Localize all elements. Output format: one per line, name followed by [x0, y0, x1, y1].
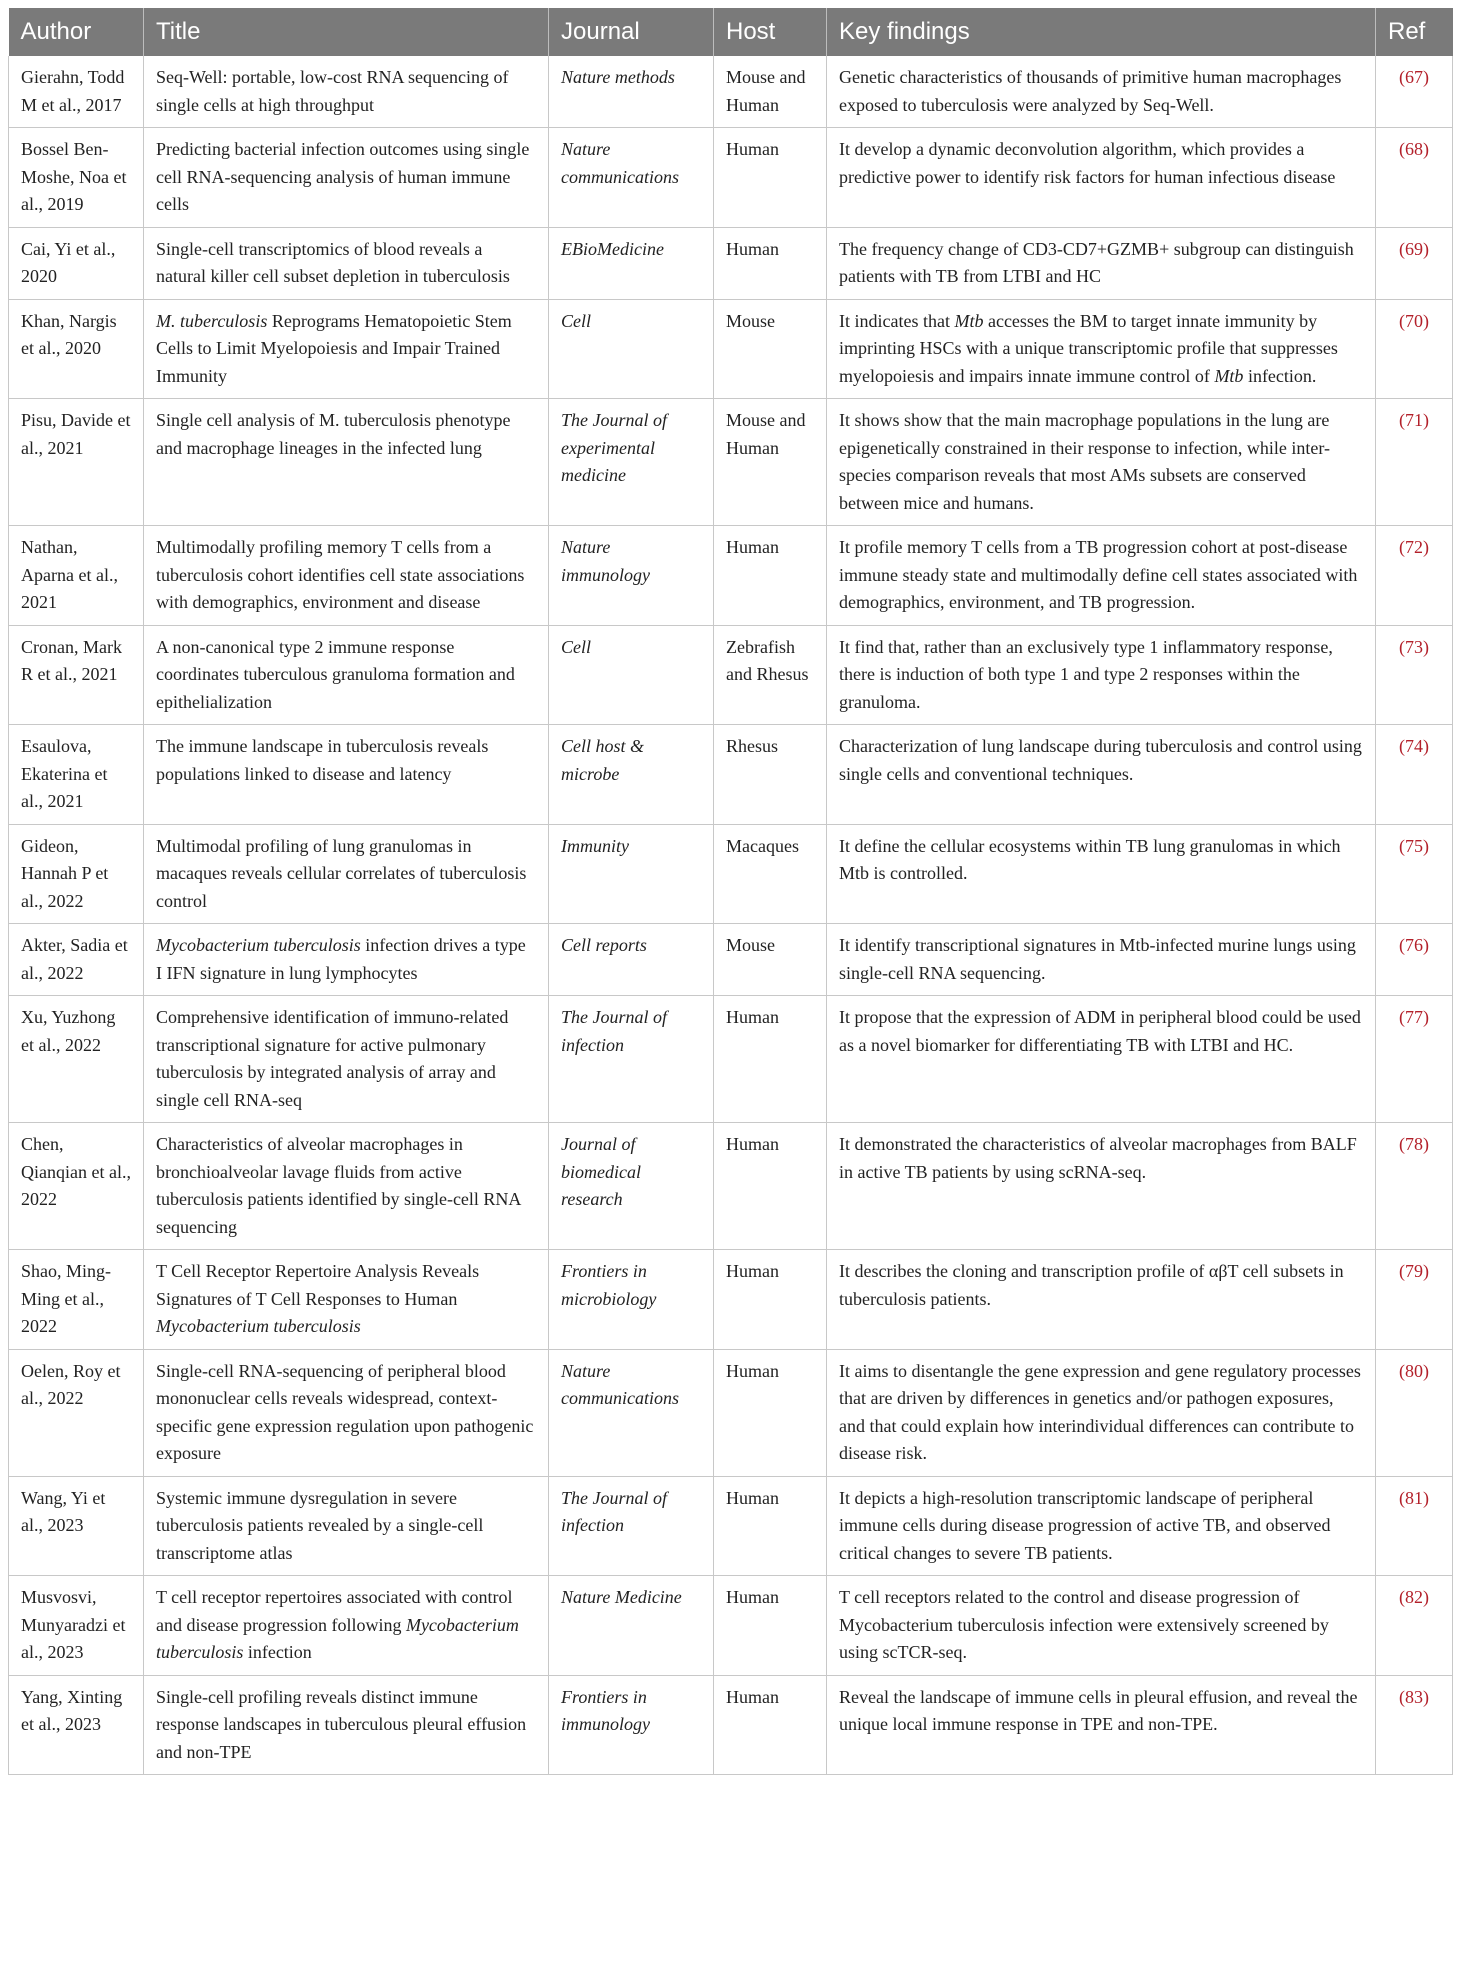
cell-journal: Nature immunology — [549, 526, 714, 626]
cell-title — [144, 1250, 549, 1350]
cell-author: Yang, Xinting et al., 2023 — [9, 1675, 144, 1775]
header-title: Title — [144, 8, 549, 56]
cell-author: Chen, Qianqian et al., 2022 — [9, 1123, 144, 1250]
cell-key-findings: It develop a dynamic deconvolution algorithm, which provides a predictive power to identify risk factors for human infectious disease — [827, 128, 1376, 228]
cell-key-findings: Genetic characteristics of thousands of primitive human macrophages exposed to tuberculosis were analyzed by Seq-Well. — [827, 56, 1376, 128]
cell-title: Single cell analysis of M. tuberculosis phenotype and macrophage lineages in the infected lung — [144, 399, 549, 526]
header-row — [9, 8, 1453, 56]
literature-table-container — [8, 8, 1452, 1775]
cell-title: Single-cell profiling reveals distinct immune response landscapes in tuberculous pleural effusion and non-TPE — [144, 1675, 549, 1775]
cell-host: Human — [714, 1476, 827, 1576]
table-row — [9, 128, 1453, 228]
title-text: T Cell Receptor Repertoire Analysis Reveals Signatures of T Cell Responses to Human — [156, 1261, 480, 1309]
cell-journal: Frontiers in microbiology — [549, 1250, 714, 1350]
cell-journal: Nature communications — [549, 128, 714, 228]
cell-host: Human — [714, 526, 827, 626]
table-row — [9, 1349, 1453, 1476]
cell-ref-link[interactable]: (78) — [1376, 1123, 1453, 1250]
cell-host: Human — [714, 1675, 827, 1775]
table-row — [9, 399, 1453, 526]
cell-journal: Frontiers in immunology — [549, 1675, 714, 1775]
cell-journal: The Journal of infection — [549, 1476, 714, 1576]
table-row — [9, 996, 1453, 1123]
cell-host: Human — [714, 1250, 827, 1350]
title-italic: Mycobacterium tuberculosis — [156, 935, 361, 955]
cell-host: Human — [714, 1349, 827, 1476]
cell-journal: The Journal of experimental medicine — [549, 399, 714, 526]
cell-journal: Nature communications — [549, 1349, 714, 1476]
cell-journal: Journal of biomedical research — [549, 1123, 714, 1250]
header-key-findings: Key findings — [827, 8, 1376, 56]
header-journal: Journal — [549, 8, 714, 56]
title-italic: M. tuberculosis — [156, 310, 268, 331]
cell-journal: Nature Medicine — [549, 1576, 714, 1676]
table-row — [9, 1476, 1453, 1576]
cell-key-findings: T cell receptors related to the control and disease progression of Mycobacterium tuberculosis infection were extensively screened by using scTCR-seq. — [827, 1576, 1376, 1676]
cell-key-findings: Reveal the landscape of immune cells in pleural effusion, and reveal the unique local immune response in TPE and non-TPE. — [827, 1675, 1376, 1775]
cell-ref-link[interactable]: (73) — [1376, 625, 1453, 725]
table-row — [9, 924, 1453, 996]
cell-author: Nathan, Aparna et al., 2021 — [9, 526, 144, 626]
cell-author: Xu, Yuzhong et al., 2022 — [9, 996, 144, 1123]
cell-title: Systemic immune dysregulation in severe tuberculosis patients revealed by a single-cell transcriptome atlas — [144, 1476, 549, 1576]
cell-ref-link[interactable]: (67) — [1376, 56, 1453, 128]
cell-key-findings: It aims to disentangle the gene expression and gene regulatory processes that are driven by differences in genetics and/or pathogen exposures, and that could explain how interindividual differences can contribute to disease risk. — [827, 1349, 1376, 1476]
cell-author: Akter, Sadia et al., 2022 — [9, 924, 144, 996]
title-text: T cell receptor repertoires associated with control and disease progression following — [156, 1587, 513, 1635]
cell-key-findings: It depicts a high-resolution transcriptomic landscape of peripheral immune cells during disease progression of active TB, and observed critical changes to severe TB patients. — [827, 1476, 1376, 1576]
cell-ref-link[interactable]: (81) — [1376, 1476, 1453, 1576]
cell-ref-link[interactable]: (77) — [1376, 996, 1453, 1123]
table-row — [9, 299, 1453, 399]
cell-author: Gideon, Hannah P et al., 2022 — [9, 824, 144, 924]
cell-author: Shao, Ming-Ming et al., 2022 — [9, 1250, 144, 1350]
header-ref: Ref — [1376, 8, 1453, 56]
cell-journal: Nature methods — [549, 56, 714, 128]
cell-title: The immune landscape in tuberculosis reveals populations linked to disease and latency — [144, 725, 549, 825]
cell-title: Seq-Well: portable, low-cost RNA sequencing of single cells at high throughput — [144, 56, 549, 128]
cell-title: Predicting bacterial infection outcomes using single cell RNA-sequencing analysis of human immune cells — [144, 128, 549, 228]
header-host: Host — [714, 8, 827, 56]
table-row — [9, 227, 1453, 299]
cell-title: Comprehensive identification of immuno-related transcriptional signature for active pulmonary tuberculosis by integrated analysis of array and single cell RNA-seq — [144, 996, 549, 1123]
cell-key-findings: It demonstrated the characteristics of alveolar macrophages from BALF in active TB patients by using scRNA-seq. — [827, 1123, 1376, 1250]
table-row — [9, 526, 1453, 626]
cell-author: Bossel Ben-Moshe, Noa et al., 2019 — [9, 128, 144, 228]
findings-text: It indicates that — [839, 310, 955, 331]
cell-ref-link[interactable]: (82) — [1376, 1576, 1453, 1676]
cell-author: Gierahn, Todd M et al., 2017 — [9, 56, 144, 128]
cell-key-findings: It profile memory T cells from a TB progression cohort at post-disease immune steady state and multimodally define cell states associated with demographics, environment, and TB progression. — [827, 526, 1376, 626]
table-row — [9, 725, 1453, 825]
cell-author: Esaulova, Ekaterina et al., 2021 — [9, 725, 144, 825]
findings-italic: Mtb — [954, 310, 984, 331]
cell-title: Single-cell RNA-sequencing of peripheral blood mononuclear cells reveals widespread, context-specific gene expression regulation upon pathogenic exposure — [144, 1349, 549, 1476]
cell-author: Oelen, Roy et al., 2022 — [9, 1349, 144, 1476]
cell-journal: The Journal of infection — [549, 996, 714, 1123]
table-row — [9, 1250, 1453, 1350]
cell-key-findings: It identify transcriptional signatures in Mtb-infected murine lungs using single-cell RNA sequencing. — [827, 924, 1376, 996]
cell-key-findings: It propose that the expression of ADM in peripheral blood could be used as a novel biomarker for differentiating TB with LTBI and HC. — [827, 996, 1376, 1123]
cell-ref-link[interactable]: (71) — [1376, 399, 1453, 526]
cell-author: Cronan, Mark R et al., 2021 — [9, 625, 144, 725]
cell-journal: Immunity — [549, 824, 714, 924]
cell-journal: Cell reports — [549, 924, 714, 996]
cell-host: Human — [714, 227, 827, 299]
findings-text: accesses the BM to target innate immunity by imprinting HSCs with a unique transcriptomic profile that suppresses myelopoiesis and impairs innate immune control of — [839, 310, 1338, 386]
cell-ref-link[interactable]: (76) — [1376, 924, 1453, 996]
title-italic: Mycobacterium tuberculosis — [156, 1614, 519, 1662]
cell-title — [144, 299, 549, 399]
table-row — [9, 56, 1453, 128]
table-row — [9, 1576, 1453, 1676]
cell-host: Macaques — [714, 824, 827, 924]
cell-host: Zebrafish and Rhesus — [714, 625, 827, 725]
title-text: infection drives a type I IFN signature in lung lymphocytes — [156, 935, 526, 983]
cell-title: Characteristics of alveolar macrophages in bronchioalveolar lavage fluids from active tuberculosis patients identified by single-cell RNA sequencing — [144, 1123, 549, 1250]
findings-italic: Mtb — [1214, 365, 1244, 386]
cell-title: Multimodally profiling memory T cells from a tuberculosis cohort identifies cell state associations with demographics, environment and disease — [144, 526, 549, 626]
cell-ref-link[interactable]: (79) — [1376, 1250, 1453, 1350]
table-row — [9, 625, 1453, 725]
cell-host: Mouse and Human — [714, 399, 827, 526]
cell-host: Mouse — [714, 924, 827, 996]
title-italic: Mycobacterium tuberculosis — [156, 1316, 361, 1336]
cell-ref-link[interactable]: (74) — [1376, 725, 1453, 825]
cell-journal: Cell host & microbe — [549, 725, 714, 825]
header-author: Author — [9, 8, 144, 56]
cell-title: Multimodal profiling of lung granulomas in macaques reveals cellular correlates of tuberculosis control — [144, 824, 549, 924]
cell-ref-link[interactable]: (83) — [1376, 1675, 1453, 1775]
cell-host: Human — [714, 996, 827, 1123]
cell-key-findings: Characterization of lung landscape during tuberculosis and control using single cells and conventional techniques. — [827, 725, 1376, 825]
table-row — [9, 1675, 1453, 1775]
cell-ref-link[interactable]: (72) — [1376, 526, 1453, 626]
cell-host: Human — [714, 128, 827, 228]
cell-ref-link[interactable]: (80) — [1376, 1349, 1453, 1476]
title-text: Reprograms Hematopoietic Stem Cells to Limit Myelopoiesis and Impair Trained Immunity — [156, 310, 512, 386]
cell-title — [144, 924, 549, 996]
cell-author: Khan, Nargis et al., 2020 — [9, 299, 144, 399]
cell-journal: Cell — [549, 625, 714, 725]
cell-host: Mouse and Human — [714, 56, 827, 128]
cell-key-findings — [827, 299, 1376, 399]
cell-journal: EBioMedicine — [549, 227, 714, 299]
literature-table — [8, 8, 1453, 1775]
cell-author: Wang, Yi et al., 2023 — [9, 1476, 144, 1576]
table-row — [9, 1123, 1453, 1250]
cell-host: Mouse — [714, 299, 827, 399]
title-text: infection — [243, 1642, 312, 1662]
cell-journal: Cell — [549, 299, 714, 399]
cell-ref-link[interactable]: (75) — [1376, 824, 1453, 924]
cell-author: Pisu, Davide et al., 2021 — [9, 399, 144, 526]
cell-author: Musvosvi, Munyaradzi et al., 2023 — [9, 1576, 144, 1676]
cell-title — [144, 1576, 549, 1676]
cell-key-findings: It describes the cloning and transcription profile of αβT cell subsets in tuberculosis patients. — [827, 1250, 1376, 1350]
cell-key-findings: The frequency change of CD3-CD7+GZMB+ subgroup can distinguish patients with TB from LTBI and HC — [827, 227, 1376, 299]
table-row — [9, 824, 1453, 924]
cell-ref-link[interactable]: (70) — [1376, 299, 1453, 399]
cell-key-findings: It define the cellular ecosystems within TB lung granulomas in which Mtb is controlled. — [827, 824, 1376, 924]
cell-title: Single-cell transcriptomics of blood reveals a natural killer cell subset depletion in tuberculosis — [144, 227, 549, 299]
cell-author: Cai, Yi et al., 2020 — [9, 227, 144, 299]
cell-ref-link[interactable]: (69) — [1376, 227, 1453, 299]
cell-ref-link[interactable]: (68) — [1376, 128, 1453, 228]
findings-text: infection. — [1243, 365, 1317, 386]
cell-host: Rhesus — [714, 725, 827, 825]
cell-host: Human — [714, 1576, 827, 1676]
cell-title: A non-canonical type 2 immune response coordinates tuberculous granuloma formation and epithelialization — [144, 625, 549, 725]
cell-key-findings: It shows show that the main macrophage populations in the lung are epigenetically constrained in their response to infection, while inter-species comparison reveals that most AMs subsets are conserved between mice and humans. — [827, 399, 1376, 526]
cell-host: Human — [714, 1123, 827, 1250]
cell-key-findings: It find that, rather than an exclusively type 1 inflammatory response, there is induction of both type 1 and type 2 responses within the granuloma. — [827, 625, 1376, 725]
